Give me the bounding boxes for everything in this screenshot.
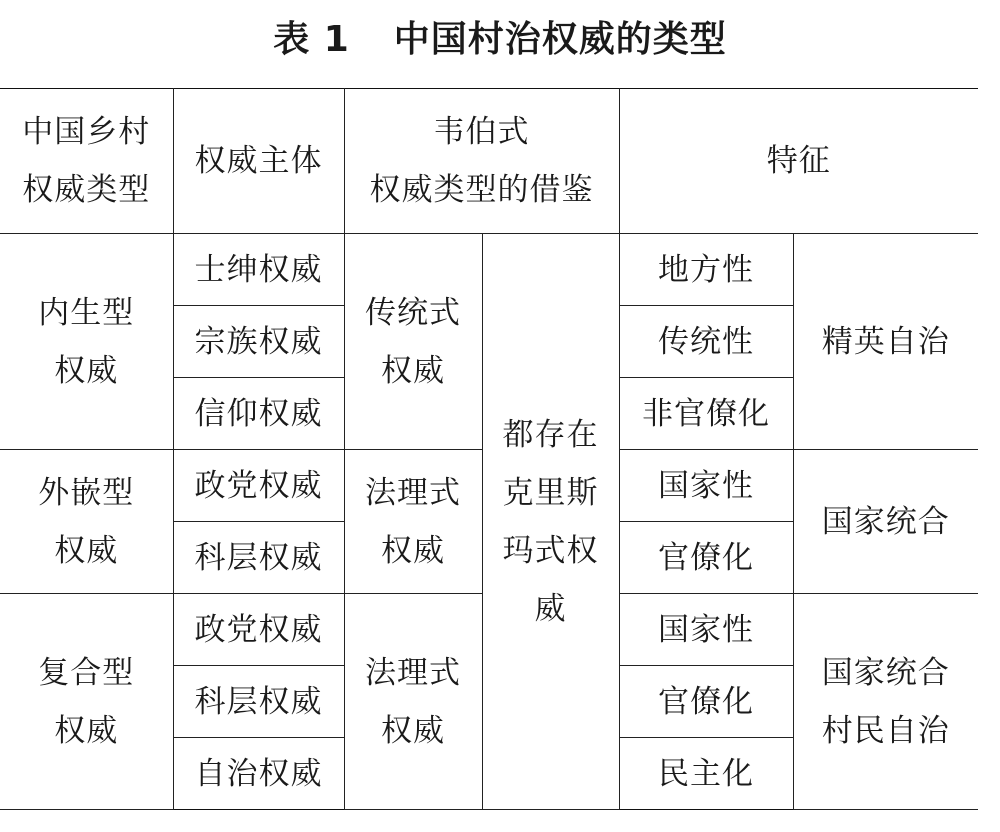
table-title [0,14,1000,66]
subject-cell: 士绅权威 [173,234,344,306]
trait-cell: 国家性 [619,450,793,522]
trait-cell: 非官僚化 [619,378,793,450]
charisma-cell: 都存在 克里斯 玛式权 威 [482,234,619,810]
subject-cell: 信仰权威 [173,378,344,450]
subject-cell: 宗族权威 [173,306,344,378]
table-row [0,234,978,306]
header-subject: 权威主体 [173,89,344,234]
weber-type-cell: 传统式 权威 [344,234,482,450]
type-cell: 内生型 权威 [0,234,173,450]
authority-types-table [0,88,978,810]
trait-cell: 传统性 [619,306,793,378]
subject-cell: 自治权威 [173,738,344,810]
trait-cell: 地方性 [619,234,793,306]
table-number: 表 1 [273,19,350,60]
type-cell: 复合型 权威 [0,594,173,810]
trait-cell: 官僚化 [619,666,793,738]
trait-cell: 民主化 [619,738,793,810]
subject-cell: 政党权威 [173,450,344,522]
subject-cell: 政党权威 [173,594,344,666]
summary-cell: 国家统合 村民自治 [793,594,978,810]
summary-cell: 国家统合 [793,450,978,594]
summary-cell: 精英自治 [793,234,978,450]
subject-cell: 科层权威 [173,666,344,738]
weber-type-cell: 法理式 权威 [344,594,482,810]
header-row [0,89,978,234]
header-weber: 韦伯式 权威类型的借鉴 [344,89,619,234]
header-features: 特征 [619,89,978,234]
trait-cell: 官僚化 [619,522,793,594]
table-title-text: 中国村治权威的类型 [393,19,727,60]
type-cell: 外嵌型 权威 [0,450,173,594]
subject-cell: 科层权威 [173,522,344,594]
trait-cell: 国家性 [619,594,793,666]
weber-type-cell: 法理式 权威 [344,450,482,594]
header-type: 中国乡村 权威类型 [0,89,173,234]
